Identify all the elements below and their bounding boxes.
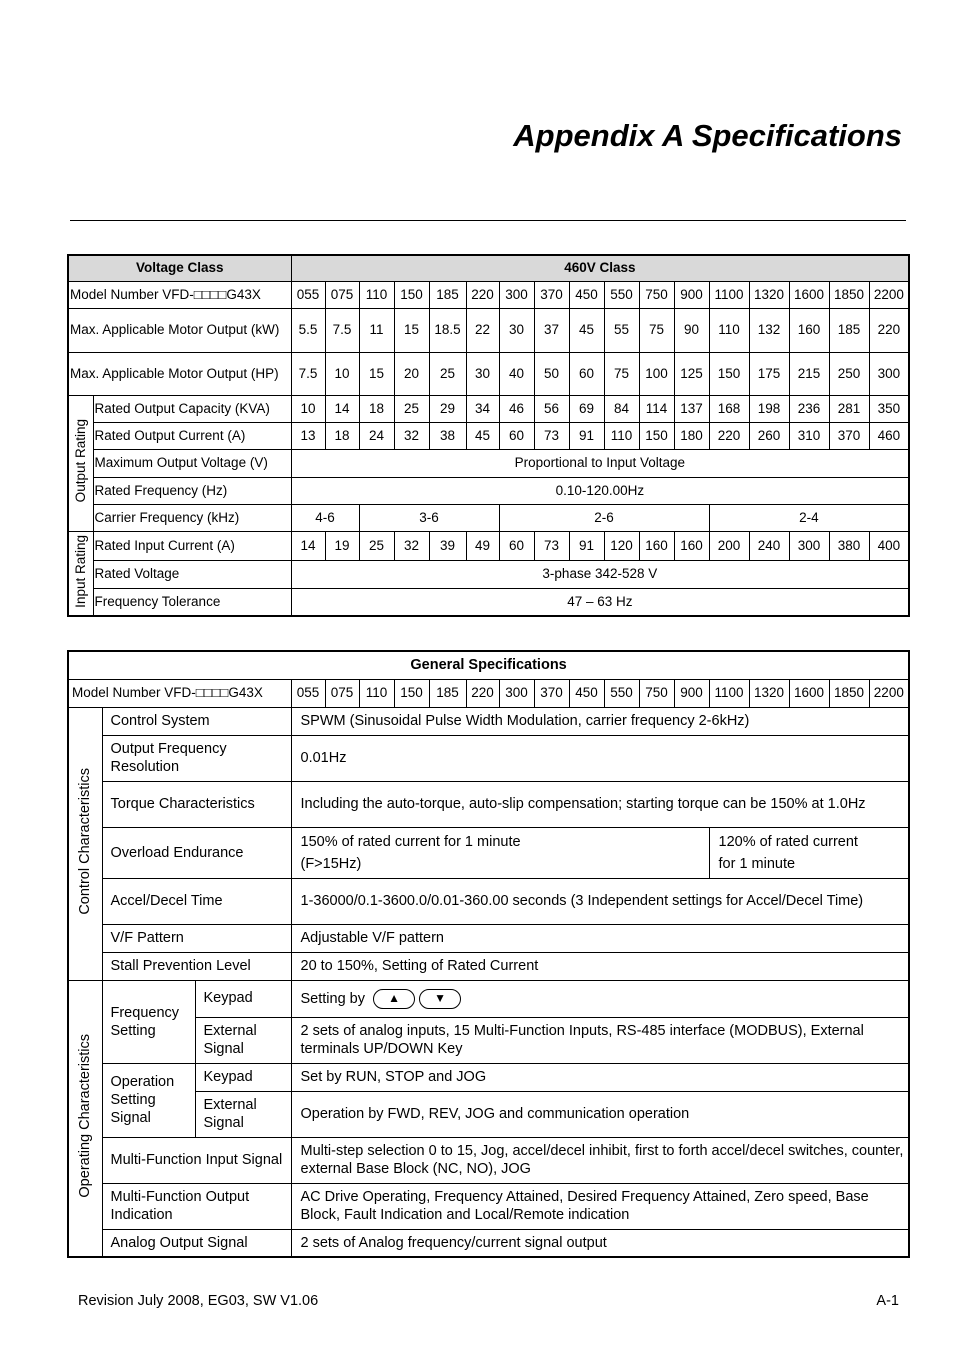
op-keypad-value: Set by RUN, STOP and JOG <box>291 1063 909 1091</box>
operating-group <box>68 980 102 1257</box>
freq-keypad-text: Setting by <box>300 990 365 1007</box>
footer-revision: Revision July 2008, EG03, SW V1.06 <box>78 1293 319 1309</box>
output-rating-group <box>68 395 93 531</box>
value-cell: 120 <box>604 531 639 560</box>
model-row <box>68 281 909 308</box>
model-label: Model Number VFD-□□□□G43X <box>68 679 291 707</box>
value-cell: 250 <box>829 352 869 395</box>
overload-a-line1: 150% of rated current for 1 minute <box>300 833 521 850</box>
stall-value: 20 to 150%, Setting of Rated Current <box>291 952 909 980</box>
value-cell: 91 <box>569 531 604 560</box>
carrier-label: Carrier Frequency (kHz) <box>93 504 291 531</box>
value-cell: 30 <box>466 352 499 395</box>
value-cell: 300 <box>499 281 534 308</box>
value-cell: 18 <box>325 422 359 449</box>
value-cell: 185 <box>829 308 869 352</box>
value-cell: 200 <box>709 531 749 560</box>
capacity-row <box>68 395 909 422</box>
value-cell: 900 <box>674 281 709 308</box>
stall-label: Stall Prevention Level <box>102 952 291 980</box>
value-cell: 110 <box>604 422 639 449</box>
value-cell: 10 <box>325 352 359 395</box>
value-cell: 137 <box>674 395 709 422</box>
value-cell: 60 <box>499 422 534 449</box>
value-cell: 11 <box>359 308 394 352</box>
value-cell: 1850 <box>829 679 869 707</box>
value-cell: 73 <box>534 531 569 560</box>
value-cell: 150 <box>394 679 429 707</box>
value-cell: 110 <box>359 679 394 707</box>
frequency-label: Rated Frequency (Hz) <box>93 477 291 504</box>
output-rating-label: Output Rating <box>72 419 88 503</box>
value-cell: 240 <box>749 531 789 560</box>
value-cell: 400 <box>869 531 909 560</box>
value-cell: 055 <box>291 679 325 707</box>
value-cell: 49 <box>466 531 499 560</box>
value-cell: 300 <box>499 679 534 707</box>
value-cell: 40 <box>499 352 534 395</box>
voltage-class-label: Voltage Class <box>68 255 291 281</box>
value-cell: 22 <box>466 308 499 352</box>
control-group-label: Control Characteristics <box>77 767 94 915</box>
value-cell: 60 <box>499 531 534 560</box>
value-cell: 46 <box>499 395 534 422</box>
value-cell: 300 <box>789 531 829 560</box>
freq-setting-label: Frequency Setting <box>102 980 195 1063</box>
value-cell: 055 <box>291 281 325 308</box>
value-cell: 38 <box>429 422 466 449</box>
value-cell: 160 <box>789 308 829 352</box>
freq-tol-label: Frequency Tolerance <box>93 588 291 616</box>
value-cell: 160 <box>639 531 674 560</box>
value-cell: 900 <box>674 679 709 707</box>
value-cell: 56 <box>534 395 569 422</box>
value-cell: 7.5 <box>325 308 359 352</box>
accel-label: Accel/Decel Time <box>102 878 291 924</box>
value-cell: 15 <box>394 308 429 352</box>
value-cell: 281 <box>829 395 869 422</box>
value-cell: 25 <box>359 531 394 560</box>
value-cell: 185 <box>429 281 466 308</box>
out-freq-res-value: 0.01Hz <box>291 735 909 781</box>
page-number: A-1 <box>876 1293 899 1309</box>
value-cell: 13 <box>291 422 325 449</box>
value-cell: 10 <box>291 395 325 422</box>
control-system-label: Control System <box>102 707 291 735</box>
value-cell: 91 <box>569 422 604 449</box>
input-rating-label: Input Rating <box>72 534 88 608</box>
value-cell: 2200 <box>869 281 909 308</box>
value-cell: 45 <box>466 422 499 449</box>
value-cell: 220 <box>466 679 499 707</box>
value-cell: 185 <box>429 679 466 707</box>
value-cell: 75 <box>604 352 639 395</box>
max-voltage-value: Proportional to Input Voltage <box>291 449 909 477</box>
value-cell: 1850 <box>829 281 869 308</box>
value-cell: 260 <box>749 422 789 449</box>
input-rating-group <box>68 531 93 616</box>
value-cell: 29 <box>429 395 466 422</box>
value-cell: 14 <box>291 531 325 560</box>
value-cell: 100 <box>639 352 674 395</box>
down-arrow-icon: ▼ <box>419 989 461 1009</box>
current-row <box>68 422 909 449</box>
value-cell: 20 <box>394 352 429 395</box>
analog-out-value: 2 sets of Analog frequency/current signal output <box>291 1229 909 1257</box>
torque-label: Torque Characteristics <box>102 781 291 827</box>
value-cell: 84 <box>604 395 639 422</box>
capacity-label: Rated Output Capacity (KVA) <box>93 395 291 422</box>
value-cell: 215 <box>789 352 829 395</box>
value-cell: 25 <box>429 352 466 395</box>
value-cell: 55 <box>604 308 639 352</box>
overload-label: Overload Endurance <box>102 827 291 878</box>
value-cell: 34 <box>466 395 499 422</box>
operating-group-label: Operating Characteristics <box>77 1033 94 1198</box>
max-voltage-label: Maximum Output Voltage (V) <box>93 449 291 477</box>
value-cell: 460 <box>869 422 909 449</box>
op-setting-label: Operation Setting Signal <box>102 1063 195 1137</box>
value-cell: 39 <box>429 531 466 560</box>
value-cell: 300 <box>869 352 909 395</box>
value-cell: 30 <box>499 308 534 352</box>
value-cell: 168 <box>709 395 749 422</box>
control-system-value: SPWM (Sinusoidal Pulse Width Modulation, carrier frequency 2-6kHz) <box>291 707 909 735</box>
value-cell: 37 <box>534 308 569 352</box>
general-spec-heading: General Specifications <box>68 651 909 679</box>
value-cell: 75 <box>639 308 674 352</box>
value-cell: 132 <box>749 308 789 352</box>
torque-value: Including the auto-torque, auto-slip compensation; starting torque can be 150% at 1.0Hz <box>291 781 909 827</box>
freq-keypad-label: Keypad <box>195 980 291 1017</box>
value-cell: 175 <box>749 352 789 395</box>
value-cell: 32 <box>394 422 429 449</box>
overload-b-line1: 120% of rated current <box>718 833 858 850</box>
vf-label: V/F Pattern <box>102 924 291 952</box>
value-cell: 370 <box>534 679 569 707</box>
overload-value-a <box>291 827 709 878</box>
value-cell: 14 <box>325 395 359 422</box>
out-freq-res-label: Output Frequency Resolution <box>102 735 291 781</box>
value-cell: 5.5 <box>291 308 325 352</box>
value-cell: 150 <box>394 281 429 308</box>
value-cell: 90 <box>674 308 709 352</box>
value-cell: 750 <box>639 281 674 308</box>
value-cell: 1600 <box>789 281 829 308</box>
value-cell: 370 <box>534 281 569 308</box>
value-cell: 18.5 <box>429 308 466 352</box>
value-cell: 220 <box>869 308 909 352</box>
value-cell: 19 <box>325 531 359 560</box>
overload-a-line2: (F>15Hz) <box>300 855 362 872</box>
freq-keypad-value <box>291 980 909 1017</box>
value-cell: 075 <box>325 281 359 308</box>
motor-kw-row <box>68 308 909 352</box>
op-external-label: External Signal <box>195 1091 291 1137</box>
value-cell: 1600 <box>789 679 829 707</box>
motor-hp-row <box>68 352 909 395</box>
carrier-value: 2-4 <box>709 504 909 531</box>
analog-out-label: Analog Output Signal <box>102 1229 291 1257</box>
header-rule <box>70 220 906 221</box>
control-group <box>68 707 102 980</box>
value-cell: 114 <box>639 395 674 422</box>
motor-hp-label: Max. Applicable Motor Output (HP) <box>68 352 291 395</box>
value-cell: 125 <box>674 352 709 395</box>
mfo-label: Multi-Function Output Indication <box>102 1183 291 1229</box>
value-cell: 25 <box>394 395 429 422</box>
value-cell: 24 <box>359 422 394 449</box>
value-cell: 310 <box>789 422 829 449</box>
page-title: Appendix A Specifications <box>513 118 902 153</box>
freq-external-value: 2 sets of analog inputs, 15 Multi-Function Inputs, RS-485 interface (MODBUS), External terminals UP/DOWN Key <box>291 1017 909 1063</box>
rated-voltage-label: Rated Voltage <box>93 560 291 588</box>
value-cell: 1100 <box>709 679 749 707</box>
vf-value: Adjustable V/F pattern <box>291 924 909 952</box>
op-keypad-label: Keypad <box>195 1063 291 1091</box>
value-cell: 160 <box>674 531 709 560</box>
value-cell: 350 <box>869 395 909 422</box>
value-cell: 370 <box>829 422 869 449</box>
value-cell: 2200 <box>869 679 909 707</box>
input-current-row <box>68 531 909 560</box>
value-cell: 1320 <box>749 281 789 308</box>
model-row <box>68 679 909 707</box>
carrier-value: 4-6 <box>291 504 359 531</box>
value-cell: 236 <box>789 395 829 422</box>
value-cell: 45 <box>569 308 604 352</box>
rated-voltage-value: 3-phase 342-528 V <box>291 560 909 588</box>
value-cell: 50 <box>534 352 569 395</box>
accel-value: 1-36000/0.1-3600.0/0.01-360.00 seconds (3 Independent settings for Accel/Decel Time) <box>291 878 909 924</box>
op-external-value: Operation by FWD, REV, JOG and communication operation <box>291 1091 909 1137</box>
frequency-value: 0.10-120.00Hz <box>291 477 909 504</box>
mfi-value: Multi-step selection 0 to 15, Jog, accel/decel inhibit, first to forth accel/decel switches, counter, external Base Block (NC, NO), JOG <box>291 1137 909 1183</box>
value-cell: 110 <box>709 308 749 352</box>
value-cell: 69 <box>569 395 604 422</box>
value-cell: 32 <box>394 531 429 560</box>
value-cell: 550 <box>604 679 639 707</box>
value-cell: 150 <box>639 422 674 449</box>
mfo-value: AC Drive Operating, Frequency Attained, Desired Frequency Attained, Zero speed, Base Block, Fault Indication and Local/Remote indication <box>291 1183 909 1229</box>
carrier-value: 2-6 <box>499 504 709 531</box>
value-cell: 18 <box>359 395 394 422</box>
current-label: Rated Output Current (A) <box>93 422 291 449</box>
input-current-label: Rated Input Current (A) <box>93 531 291 560</box>
value-cell: 380 <box>829 531 869 560</box>
value-cell: 220 <box>466 281 499 308</box>
motor-kw-label: Max. Applicable Motor Output (kW) <box>68 308 291 352</box>
value-cell: 450 <box>569 679 604 707</box>
value-cell: 150 <box>709 352 749 395</box>
up-arrow-icon: ▲ <box>373 989 415 1009</box>
value-cell: 1320 <box>749 679 789 707</box>
rating-table <box>67 254 910 617</box>
value-cell: 075 <box>325 679 359 707</box>
value-cell: 15 <box>359 352 394 395</box>
freq-external-label: External Signal <box>195 1017 291 1063</box>
value-cell: 198 <box>749 395 789 422</box>
value-cell: 750 <box>639 679 674 707</box>
value-cell: 7.5 <box>291 352 325 395</box>
value-cell: 220 <box>709 422 749 449</box>
value-cell: 110 <box>359 281 394 308</box>
value-cell: 180 <box>674 422 709 449</box>
freq-tol-value: 47 – 63 Hz <box>291 588 909 616</box>
carrier-value: 3-6 <box>359 504 499 531</box>
value-cell: 1100 <box>709 281 749 308</box>
overload-b-line2: for 1 minute <box>718 855 796 872</box>
value-cell: 550 <box>604 281 639 308</box>
overload-value-b <box>709 827 909 878</box>
general-spec-table <box>67 650 910 1258</box>
value-cell: 73 <box>534 422 569 449</box>
value-cell: 450 <box>569 281 604 308</box>
model-label: Model Number VFD-□□□□G43X <box>68 281 291 308</box>
value-cell: 60 <box>569 352 604 395</box>
voltage-class-value: 460V Class <box>291 255 909 281</box>
mfi-label: Multi-Function Input Signal <box>102 1137 291 1183</box>
